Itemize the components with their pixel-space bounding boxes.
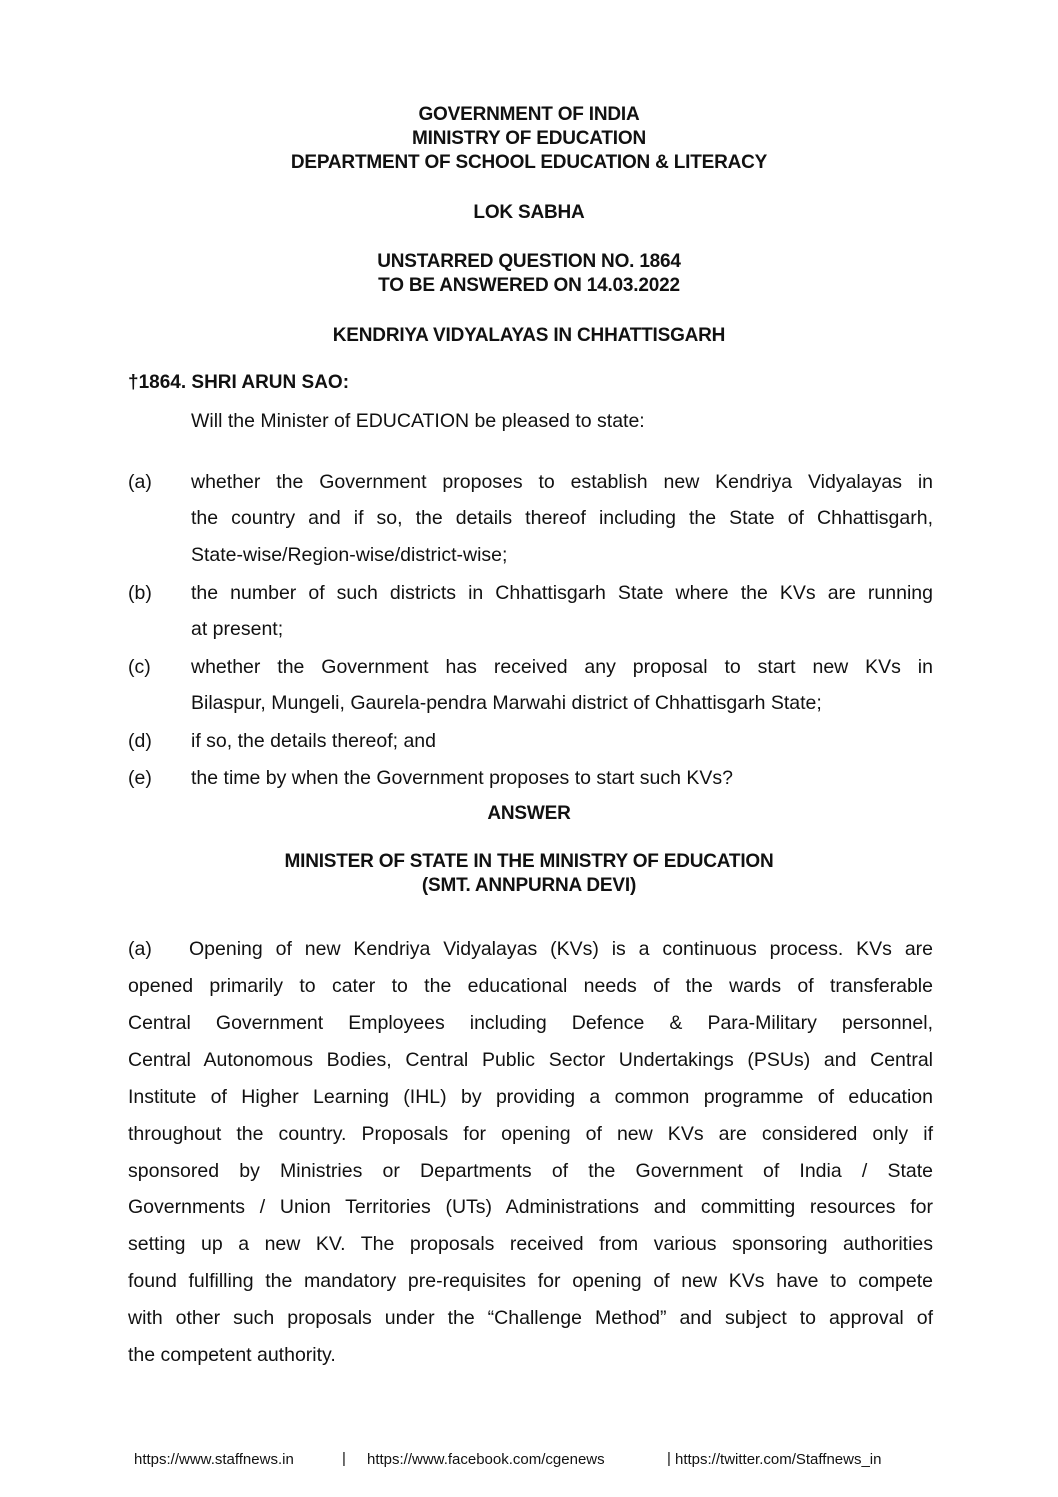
footer-link-facebook[interactable]: https://www.facebook.com/cgenews bbox=[367, 1451, 605, 1468]
footer-link-staffnews[interactable]: https://www.staffnews.in bbox=[134, 1451, 294, 1468]
answer-line: Institute of Higher Learning (IHL) by providing a common programme of education bbox=[128, 1086, 933, 1108]
answer-line: the competent authority. bbox=[128, 1344, 336, 1366]
answer-line: Central Autonomous Bodies, Central Public Sector Undertakings (PSUs) and Central bbox=[128, 1049, 933, 1071]
answer-line: found fulfilling the mandatory pre-requisites for opening of new KVs have to compete bbox=[128, 1270, 933, 1292]
item-a-line: State-wise/Region-wise/district-wise; bbox=[191, 544, 508, 566]
footer-separator: | bbox=[342, 1450, 346, 1467]
answer-line: sponsored by Ministries or Departments of the Government of India / State bbox=[128, 1160, 933, 1182]
minister-title: MINISTER OF STATE IN THE MINISTRY OF EDUCATION bbox=[284, 851, 774, 872]
subject-title: KENDRIYA VIDYALAYAS IN CHHATTISGARH bbox=[332, 325, 726, 346]
answer-label-a: (a) bbox=[128, 938, 152, 960]
item-b-line: at present; bbox=[191, 618, 284, 640]
item-e-line: the time by when the Government proposes to start such KVs? bbox=[191, 767, 733, 789]
answer-line: opened primarily to cater to the educational needs of the wards of transferable bbox=[128, 975, 933, 997]
item-label-a: (a) bbox=[128, 471, 152, 493]
house-name: LOK SABHA bbox=[473, 202, 585, 223]
item-label-b: (b) bbox=[128, 582, 152, 604]
question-number: UNSTARRED QUESTION NO. 1864 bbox=[377, 251, 681, 272]
item-c-line: Bilaspur, Mungeli, Gaurela-pendra Marwahi district of Chhattisgarh State; bbox=[191, 692, 822, 714]
answer-line: Governments / Union Territories (UTs) Administrations and committing resources for bbox=[128, 1196, 933, 1218]
answer-date: TO BE ANSWERED ON 14.03.2022 bbox=[378, 275, 680, 296]
header-government: GOVERNMENT OF INDIA bbox=[418, 104, 640, 125]
item-d-line: if so, the details thereof; and bbox=[191, 730, 436, 752]
item-c-line: whether the Government has received any proposal to start new KVs in bbox=[191, 656, 933, 678]
item-label-c: (c) bbox=[128, 656, 151, 678]
answer-line: throughout the country. Proposals for opening of new KVs are considered only if bbox=[128, 1123, 933, 1145]
item-label-d: (d) bbox=[128, 730, 152, 752]
item-label-e: (e) bbox=[128, 767, 152, 789]
answer-line: Central Government Employees including Defence & Para-Military personnel, bbox=[128, 1012, 933, 1034]
question-intro: Will the Minister of EDUCATION be pleased to state: bbox=[191, 410, 645, 432]
footer-separator: | bbox=[667, 1450, 671, 1467]
question-asker: †1864. SHRI ARUN SAO: bbox=[128, 372, 350, 393]
minister-name: (SMT. ANNPURNA DEVI) bbox=[421, 875, 637, 896]
item-a-line: whether the Government proposes to establish new Kendriya Vidyalayas in bbox=[191, 471, 933, 493]
answer-line: setting up a new KV. The proposals received from various sponsoring authorities bbox=[128, 1233, 933, 1255]
answer-heading: ANSWER bbox=[487, 803, 571, 824]
item-b-line: the number of such districts in Chhattisgarh State where the KVs are running bbox=[191, 582, 933, 604]
item-a-line: the country and if so, the details thereof including the State of Chhattisgarh, bbox=[191, 507, 933, 529]
header-department: DEPARTMENT OF SCHOOL EDUCATION & LITERACY bbox=[290, 152, 768, 173]
footer-link-twitter[interactable]: https://twitter.com/Staffnews_in bbox=[675, 1451, 882, 1468]
header-ministry: MINISTRY OF EDUCATION bbox=[411, 128, 646, 149]
answer-line: with other such proposals under the “Challenge Method” and subject to approval of bbox=[128, 1307, 933, 1329]
answer-line: Opening of new Kendriya Vidyalayas (KVs) is a continuous process. KVs are bbox=[189, 938, 933, 960]
